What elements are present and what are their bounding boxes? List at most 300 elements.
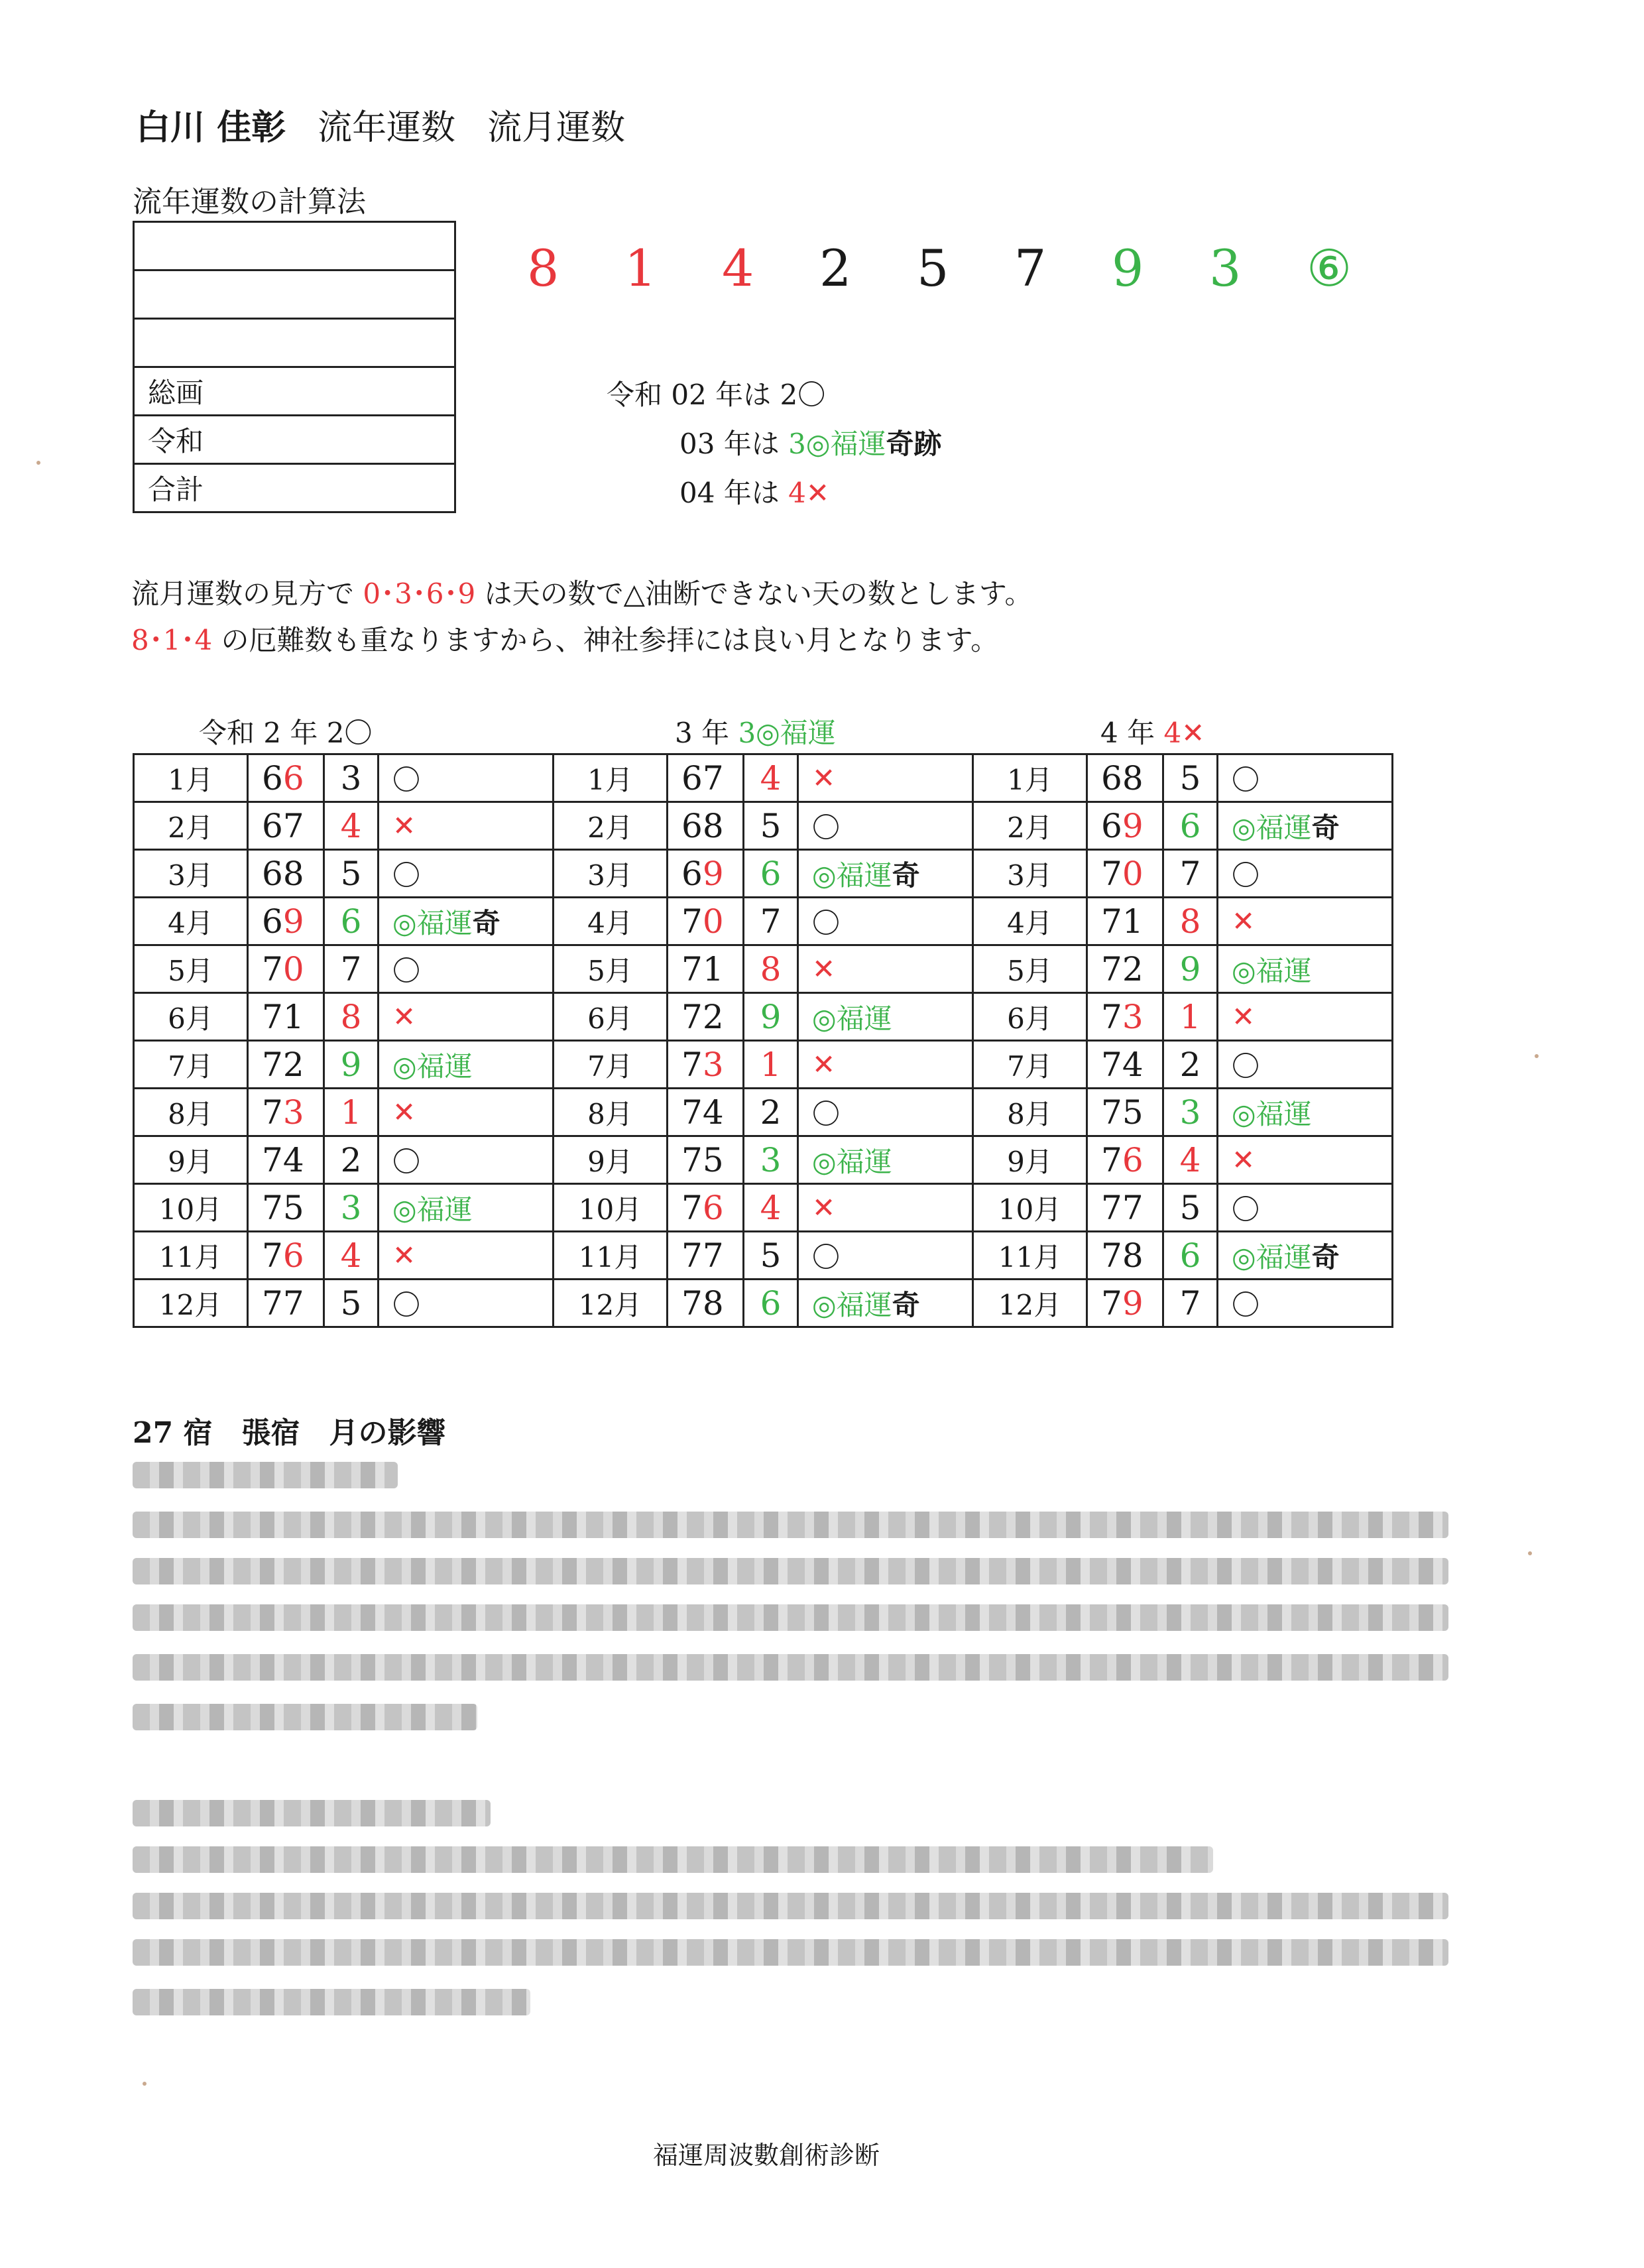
month-cell: 5月 [973,945,1087,993]
status-cell [379,1280,554,1327]
status-cell [1218,1041,1393,1089]
month-cell: 12月 [554,1280,668,1327]
status-cell [798,1232,973,1280]
number-cell [1087,1089,1163,1136]
status-cell [798,898,973,945]
table-row [134,1184,1393,1232]
number-ones: 7 [282,806,304,845]
number-ones: 1 [1122,902,1144,941]
status-cell [798,1184,973,1232]
month-cell: 7月 [134,1041,248,1089]
status-cell [798,1136,973,1184]
status-cell [379,1089,554,1136]
digit-cell: 1 [1163,993,1218,1041]
number-tens: 7 [262,1188,283,1227]
table-row [134,945,1393,993]
month-cell: 1月 [134,754,248,802]
digit-cell: 3 [1163,1089,1218,1136]
number-cell [248,898,324,945]
status-mark: ✕ [1232,1000,1256,1033]
year-note-r04: 04 年は 4✕ [679,477,830,509]
month-cell: 1月 [973,754,1087,802]
digit-cell: 5 [324,1280,379,1327]
number-cell [668,993,744,1041]
redacted-text [133,1800,491,1826]
number-ones: 5 [702,1140,724,1179]
number-ones: 3 [702,1045,724,1084]
digit-cell: 8 [744,945,798,993]
status-mark: 〇 [392,1145,421,1178]
number-ones: 4 [282,1140,304,1179]
number-cell [1087,1232,1163,1280]
status-cell [1218,754,1393,802]
digit-cell: 5 [744,802,798,850]
status-mark: 〇 [812,811,841,844]
number-tens: 7 [1101,854,1122,893]
number-tens: 6 [681,806,703,845]
number-cell [1087,993,1163,1041]
status-mark: 〇 [392,859,421,892]
status-mark: 〇 [392,954,421,987]
number-cell [668,1232,744,1280]
sequence-number: 8 [527,239,559,298]
digit-cell: 5 [1163,754,1218,802]
status-cell [1218,1280,1393,1327]
number-ones: 8 [1122,758,1144,798]
status-mark: 〇 [1232,1193,1260,1226]
explanation-line-1: 流月運数の見方で 0･3･6･9 は天の数で△油断できない天の数とします。 [131,577,1033,610]
status-cell [379,754,554,802]
sequence-number: 1 [624,239,657,298]
number-ones: 6 [282,758,304,798]
number-ones: 9 [282,902,304,941]
number-cell [248,993,324,1041]
digit-cell: 7 [1163,1280,1218,1327]
status-cell [1218,945,1393,993]
number-ones: 6 [1122,1140,1144,1179]
redacted-text [133,1939,1448,1966]
digit-cell: 7 [1163,850,1218,898]
status-cell [1218,1089,1393,1136]
page-title [136,99,625,149]
status-mark: ✕ [392,1000,416,1033]
status-cell [379,1041,554,1089]
group-heading-r4: 4 年 4✕ [1100,717,1205,749]
digit-cell: 6 [1163,802,1218,850]
status-mark: 〇 [1232,859,1260,892]
number-ones: 8 [1122,1236,1144,1275]
status-mark: ✕ [392,1239,416,1272]
number-cell [668,1184,744,1232]
calc-row-total-strokes: 総画 [134,367,455,416]
status-mark: ✕ [1232,905,1256,937]
number-tens: 7 [1101,949,1122,988]
month-cell: 3月 [554,850,668,898]
number-cell [1087,1280,1163,1327]
month-cell: 10月 [134,1184,248,1232]
number-ones: 2 [1122,949,1144,988]
number-tens: 7 [1101,997,1122,1036]
digit-cell: 1 [744,1041,798,1089]
calc-row [134,222,455,270]
digit-cell: 9 [744,993,798,1041]
number-cell [668,754,744,802]
table-row [134,898,1393,945]
status-cell [798,1280,973,1327]
number-tens: 7 [1101,1093,1122,1132]
number-tens: 7 [262,1140,283,1179]
status-mark: 〇 [392,1288,421,1321]
status-cell [798,754,973,802]
monthly-fortune-table [133,753,1393,1328]
number-tens: 7 [681,1045,703,1084]
number-tens: 7 [262,1283,283,1323]
calc-row-reiwa: 令和 [134,416,455,464]
month-cell: 1月 [554,754,668,802]
sequence-number: 7 [1014,239,1047,298]
number-cell [248,1184,324,1232]
number-ones: 3 [282,1093,304,1132]
number-cell [668,898,744,945]
redacted-text [133,1893,1448,1919]
number-ones: 7 [282,1283,304,1323]
number-ones: 7 [702,758,724,798]
status-mark: ✕ [812,1191,836,1224]
month-cell: 5月 [554,945,668,993]
digit-cell: 5 [324,850,379,898]
status-cell [798,850,973,898]
number-ones: 2 [702,997,724,1036]
status-mark: ✕ [812,953,836,985]
calc-row [134,319,455,367]
calc-method-table [133,221,456,513]
explanation-line-2: 8･1･4 の厄難数も重なりますから、神社参拝には良い月となります。 [131,624,999,656]
number-tens: 7 [1101,1140,1122,1179]
month-cell: 5月 [134,945,248,993]
digit-cell: 7 [324,945,379,993]
number-cell [1087,1184,1163,1232]
status-cell [1218,898,1393,945]
table-row [134,1232,1393,1280]
digit-cell: 6 [744,1280,798,1327]
sequence-number: 5 [917,239,949,298]
digit-cell: 9 [1163,945,1218,993]
month-cell: 8月 [973,1089,1087,1136]
digit-cell: 3 [324,754,379,802]
number-tens: 7 [262,1045,283,1084]
number-cell [1087,1136,1163,1184]
month-cell: 11月 [134,1232,248,1280]
redacted-text [133,1846,1213,1873]
scan-speck [1528,1551,1532,1555]
number-cell [668,850,744,898]
footer-text: 福運周波數創術診断 [653,2141,880,2170]
redacted-text [133,1558,1448,1584]
status-cell [379,1232,554,1280]
status-mark: ✕ [812,762,836,794]
number-cell [248,1232,324,1280]
number-ones: 7 [1122,1188,1144,1227]
month-cell: 7月 [973,1041,1087,1089]
status-mark: ◎福運 [1232,1240,1312,1274]
status-cell [379,850,554,898]
table-row [134,1136,1393,1184]
number-tens: 7 [1101,902,1122,941]
number-tens: 6 [262,902,283,941]
status-mark: ◎福運 [1232,954,1312,987]
group-heading-r2: 令和 2 年 2〇 [199,717,373,749]
number-ones: 8 [702,1283,724,1323]
number-ones: 9 [1122,806,1144,845]
number-cell [248,850,324,898]
number-cell [1087,802,1163,850]
number-ones: 0 [282,949,304,988]
month-cell: 6月 [973,993,1087,1041]
digit-cell: 5 [1163,1184,1218,1232]
table-row [134,1280,1393,1327]
month-cell: 2月 [973,802,1087,850]
digit-cell: 6 [1163,1232,1218,1280]
status-mark: ◎福運 [812,859,892,892]
sequence-number: 2 [819,239,852,298]
digit-cell: 6 [324,898,379,945]
status-cell [1218,850,1393,898]
status-mark: ◎福運 [812,1002,892,1035]
month-cell: 12月 [134,1280,248,1327]
status-cell [1218,1184,1393,1232]
status-cell [798,993,973,1041]
table-row [134,993,1393,1041]
month-cell: 9月 [973,1136,1087,1184]
digit-cell: 8 [324,993,379,1041]
year-note-r03: 03 年は 3◎福運奇跡 [679,428,942,460]
number-ones: 8 [702,806,724,845]
redacted-text [133,1604,1448,1631]
digit-cell: 4 [324,802,379,850]
title-annual: 流年運数 [318,108,456,148]
number-ones: 6 [282,1236,304,1275]
number-ones: 8 [282,854,304,893]
digit-cell: 4 [1163,1136,1218,1184]
status-miracle: 奇 [472,906,500,939]
number-ones: 9 [1122,1283,1144,1323]
number-tens: 7 [1101,1045,1122,1084]
month-cell: 10月 [554,1184,668,1232]
status-mark: 〇 [812,906,841,939]
status-miracle: 奇 [1311,1240,1340,1274]
status-miracle: 奇 [892,1288,920,1321]
number-ones: 4 [702,1093,724,1132]
redacted-text [133,1989,530,2015]
status-cell [379,898,554,945]
number-tens: 6 [681,758,703,798]
number-tens: 6 [1101,758,1122,798]
number-cell [1087,898,1163,945]
number-tens: 7 [681,902,703,941]
number-tens: 6 [681,854,703,893]
scan-speck [143,2082,147,2086]
status-mark: 〇 [1232,763,1260,796]
month-cell: 8月 [554,1089,668,1136]
status-mark: 〇 [392,763,421,796]
redacted-text [133,1704,477,1730]
status-cell [798,1089,973,1136]
number-ones: 3 [1122,997,1144,1036]
status-mark: ✕ [392,1096,416,1128]
status-mark: 〇 [812,1097,841,1130]
month-cell: 4月 [554,898,668,945]
number-ones: 2 [282,1045,304,1084]
number-ones: 6 [702,1188,724,1227]
number-cell [248,1089,324,1136]
number-cell [668,1041,744,1089]
number-cell [1087,945,1163,993]
status-mark: ◎福運 [812,1145,892,1178]
month-cell: 3月 [134,850,248,898]
redacted-text [133,1654,1448,1681]
status-cell [1218,993,1393,1041]
status-mark: 〇 [1232,1288,1260,1321]
status-mark: ◎福運 [392,1193,473,1226]
number-ones: 0 [1122,854,1144,893]
title-monthly: 流月運数 [487,108,626,148]
status-miracle: 奇 [1311,811,1340,844]
number-tens: 7 [681,1236,703,1275]
status-mark: ◎福運 [392,1049,473,1083]
group-heading-r3: 3 年 3◎福運 [675,717,836,749]
digit-cell: 2 [1163,1041,1218,1089]
number-tens: 7 [262,1236,283,1275]
status-cell [379,1184,554,1232]
number-tens: 6 [262,806,283,845]
status-cell [1218,802,1393,850]
number-tens: 7 [262,997,283,1036]
digit-cell: 4 [324,1232,379,1280]
number-cell [248,1136,324,1184]
month-cell: 9月 [134,1136,248,1184]
month-cell: 11月 [973,1232,1087,1280]
status-cell [1218,1136,1393,1184]
number-cell [668,802,744,850]
scan-speck [36,461,40,465]
month-cell: 4月 [973,898,1087,945]
scan-speck [1535,1054,1539,1058]
status-cell [379,945,554,993]
number-tens: 7 [1101,1283,1122,1323]
status-mark: ✕ [1232,1144,1256,1176]
month-cell: 6月 [554,993,668,1041]
table-row [134,850,1393,898]
table-row [134,1041,1393,1089]
person-name: 白川 佳彰 [136,107,286,148]
digit-cell: 4 [744,1184,798,1232]
number-cell [1087,754,1163,802]
sequence-number: ⑥ [1307,239,1352,298]
number-sequence [527,239,1404,298]
month-cell: 10月 [973,1184,1087,1232]
calc-row [134,270,455,319]
digit-cell: 1 [324,1089,379,1136]
status-miracle: 奇 [892,859,920,892]
status-mark: ✕ [812,1048,836,1081]
digit-cell: 7 [744,898,798,945]
digit-cell: 2 [744,1089,798,1136]
month-cell: 4月 [134,898,248,945]
number-tens: 7 [1101,1188,1122,1227]
month-cell: 11月 [554,1232,668,1280]
number-cell [248,945,324,993]
number-cell [668,1136,744,1184]
number-tens: 7 [1101,1236,1122,1275]
digit-cell: 3 [744,1136,798,1184]
month-cell: 12月 [973,1280,1087,1327]
number-cell [248,1280,324,1327]
number-tens: 7 [681,1283,703,1323]
number-cell [248,1041,324,1089]
number-cell [668,1089,744,1136]
digit-cell: 9 [324,1041,379,1089]
table-row [134,802,1393,850]
number-tens: 7 [681,997,703,1036]
month-cell: 2月 [554,802,668,850]
status-cell [798,1041,973,1089]
month-cell: 8月 [134,1089,248,1136]
status-cell [379,1136,554,1184]
digit-cell: 6 [744,850,798,898]
number-tens: 6 [1101,806,1122,845]
digit-cell: 8 [1163,898,1218,945]
number-ones: 0 [702,902,724,941]
number-tens: 7 [681,949,703,988]
number-tens: 7 [262,949,283,988]
month-cell: 3月 [973,850,1087,898]
redacted-text [133,1512,1448,1538]
section-title: 27 宿 張宿 月の影響 [133,1416,446,1450]
number-ones: 4 [1122,1045,1144,1084]
number-ones: 5 [1122,1093,1144,1132]
table-row [134,754,1393,802]
digit-cell: 2 [324,1136,379,1184]
redacted-text [133,1462,398,1488]
number-tens: 7 [262,1093,283,1132]
status-cell [798,945,973,993]
number-ones: 1 [282,997,304,1036]
number-tens: 7 [681,1188,703,1227]
status-mark: ◎福運 [392,906,473,939]
number-cell [668,945,744,993]
digit-cell: 3 [324,1184,379,1232]
number-tens: 6 [262,758,283,798]
number-tens: 7 [681,1140,703,1179]
status-mark: ✕ [392,809,416,842]
number-cell [248,754,324,802]
number-cell [1087,850,1163,898]
number-ones: 9 [702,854,724,893]
status-mark: ◎福運 [812,1288,892,1321]
month-cell: 6月 [134,993,248,1041]
month-cell: 2月 [134,802,248,850]
status-cell [379,802,554,850]
status-mark: 〇 [1232,1049,1260,1083]
number-tens: 6 [262,854,283,893]
number-ones: 5 [282,1188,304,1227]
number-ones: 7 [702,1236,724,1275]
table-row [134,1089,1393,1136]
status-mark: ◎福運 [1232,811,1312,844]
sequence-number: 4 [722,239,754,298]
digit-cell: 4 [744,754,798,802]
number-cell [248,802,324,850]
